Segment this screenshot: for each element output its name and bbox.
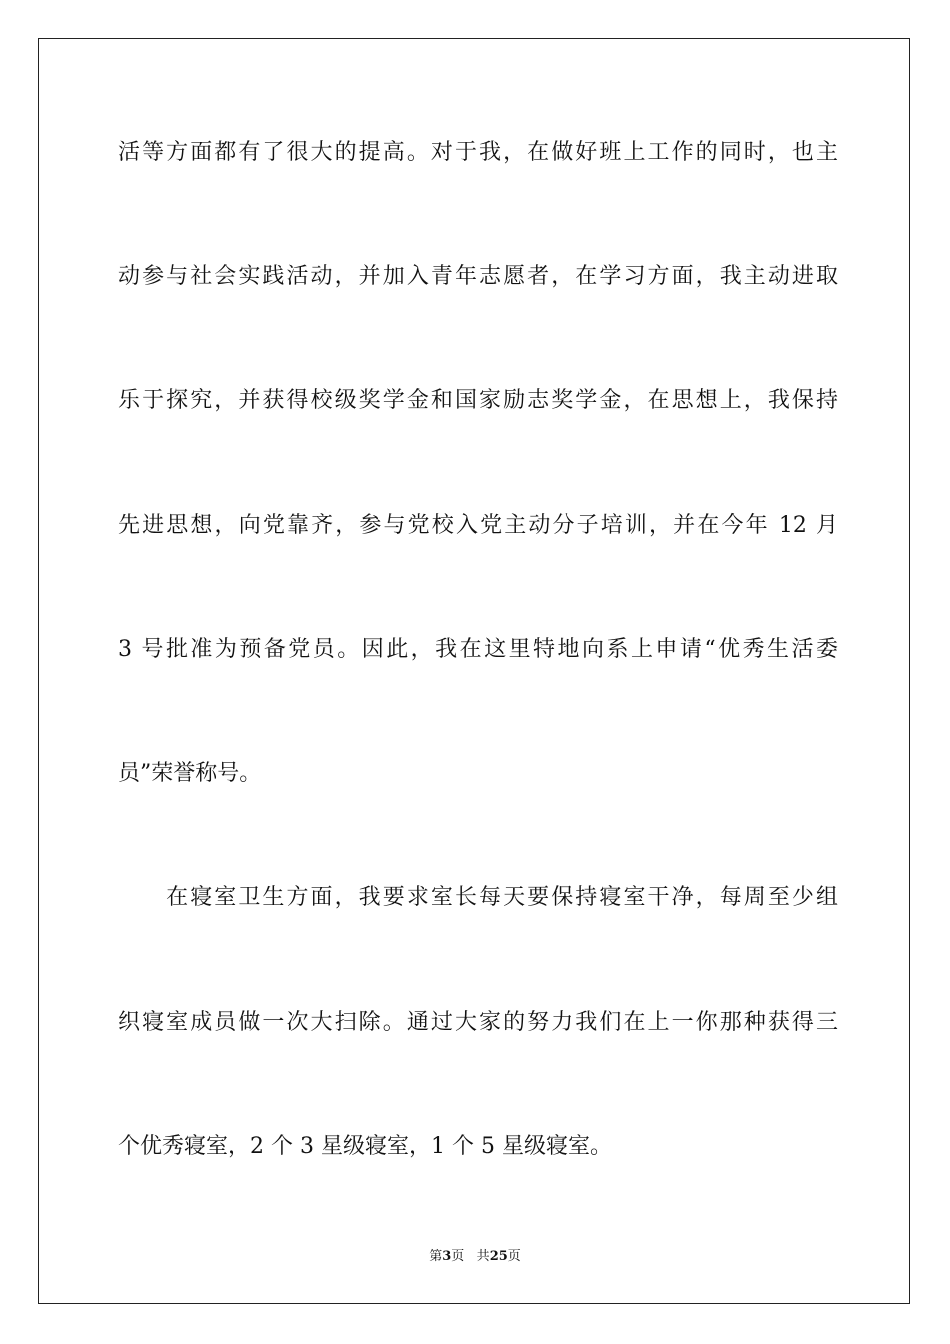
body-line-5: 3 号批准为预备党员。因此，我在这里特地向系上申请“优秀生活委: [118, 637, 838, 662]
footer-page-prefix: 第: [429, 1249, 443, 1264]
body-line-4: 先进思想，向党靠齐，参与党校入党主动分子培训，并在今年 12 月: [118, 513, 838, 538]
page-frame: [38, 38, 910, 1304]
body-line-3: 乐于探究，并获得校级奖学金和国家励志奖学金，在思想上，我保持: [118, 388, 838, 413]
page-footer: [0, 1248, 950, 1266]
footer-total-prefix: 共: [476, 1249, 490, 1264]
body-line-6: 员”荣誉称号。: [118, 761, 262, 786]
body-line-9: 个优秀寝室，2 个 3 星级寝室，1 个 5 星级寝室。: [118, 1134, 612, 1159]
footer-total-suffix: 页: [507, 1249, 521, 1264]
footer-page-suffix: 页: [451, 1249, 465, 1264]
body-line-2: 动参与社会实践活动，并加入青年志愿者，在学习方面，我主动进取: [118, 264, 838, 289]
footer-page-number: 3: [442, 1249, 452, 1264]
body-line-1: 活等方面都有了很大的提高。对于我，在做好班上工作的同时，也主: [118, 140, 838, 165]
footer-total-pages: 25: [489, 1249, 508, 1264]
body-line-7: 在寝室卫生方面，我要求室长每天要保持寝室干净，每周至少组: [118, 885, 838, 910]
body-line-8: 织寝室成员做一次大扫除。通过大家的努力我们在上一你那种获得三: [118, 1010, 838, 1035]
